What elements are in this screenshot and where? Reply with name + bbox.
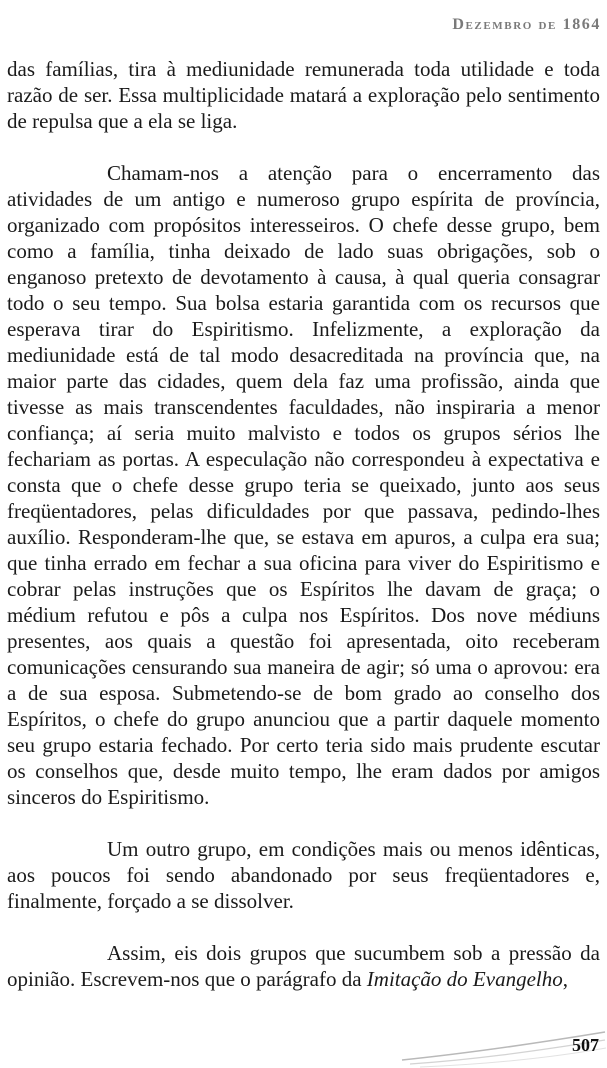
- running-header: Dezembro de 1864: [452, 16, 601, 33]
- page-body: [7, 56, 600, 992]
- paragraph-4-tail: ,: [562, 967, 568, 991]
- paragraph-1: das famílias, tira à mediunidade remunerada toda utilidade e toda razão de ser. Essa multiplicidade matará a exploração pelo sentimento de repulsa que a ela se liga.: [7, 57, 600, 133]
- paragraph-3: Um outro grupo, em condições mais ou menos idênticas, aos poucos foi sendo abandonado por seus freqüentadores e, finalmente, forçado a se dissolver.: [7, 837, 600, 913]
- paragraph-2: Chamam-nos a atenção para o encerramento das atividades de um antigo e numeroso grupo espírita de província, organizado com propósitos interesseiros. O chefe desse grupo, bem como a família, tinha deixado de lado suas obrigações, sob o enganoso pretexto de devotamento à causa, à qual queria consagrar todo o seu tempo. Sua bolsa estaria garantida com os recursos que esperava tirar do Espiritismo. Infelizmente, a exploração da mediunidade está de tal modo desacreditada na província que, na maior parte das cidades, quem dela faz uma profissão, ainda que tivesse as mais transcendentes faculdades, não inspiraria a menor confiança; aí seria muito malvisto e todos os grupos sérios lhe fechariam as portas. A especulação não correspondeu à expectativa e consta que o chefe desse grupo teria se queixado, junto aos seus freqüentadores, pelas dificuldades por que passava, pedindo-lhes auxílio. Responderam-lhe que, se estava em apuros, a culpa era sua; que tinha errado em fechar a sua oficina para viver do Espiritismo e cobrar pelas instruções que os Espíritos lhe davam de graça; o médium refutou e pôs a culpa nos Espíritos. Dos nove médiuns presentes, aos quais a questão foi apresentada, oito receberam comunicações censurando sua maneira de agir; só uma o aprovou: era a de sua esposa. Submetendo-se de bom grado ao conselho dos Espíritos, o chefe do grupo anunciou que a partir daquele momento seu grupo estaria fechado. Por certo teria sido mais prudente escutar os conselhos que, desde muito tempo, lhe eram dados por amigos sinceros do Espiritismo.: [7, 161, 600, 809]
- book-title-italic: Imitação do Evangelho: [366, 967, 563, 991]
- page-number: 507: [572, 1035, 599, 1055]
- paragraph-4-text: Assim, eis dois grupos que sucumbem sob a pressão da opinião. Escrevem-nos que o parágrafo da: [7, 941, 600, 991]
- paragraph-4: [7, 940, 600, 992]
